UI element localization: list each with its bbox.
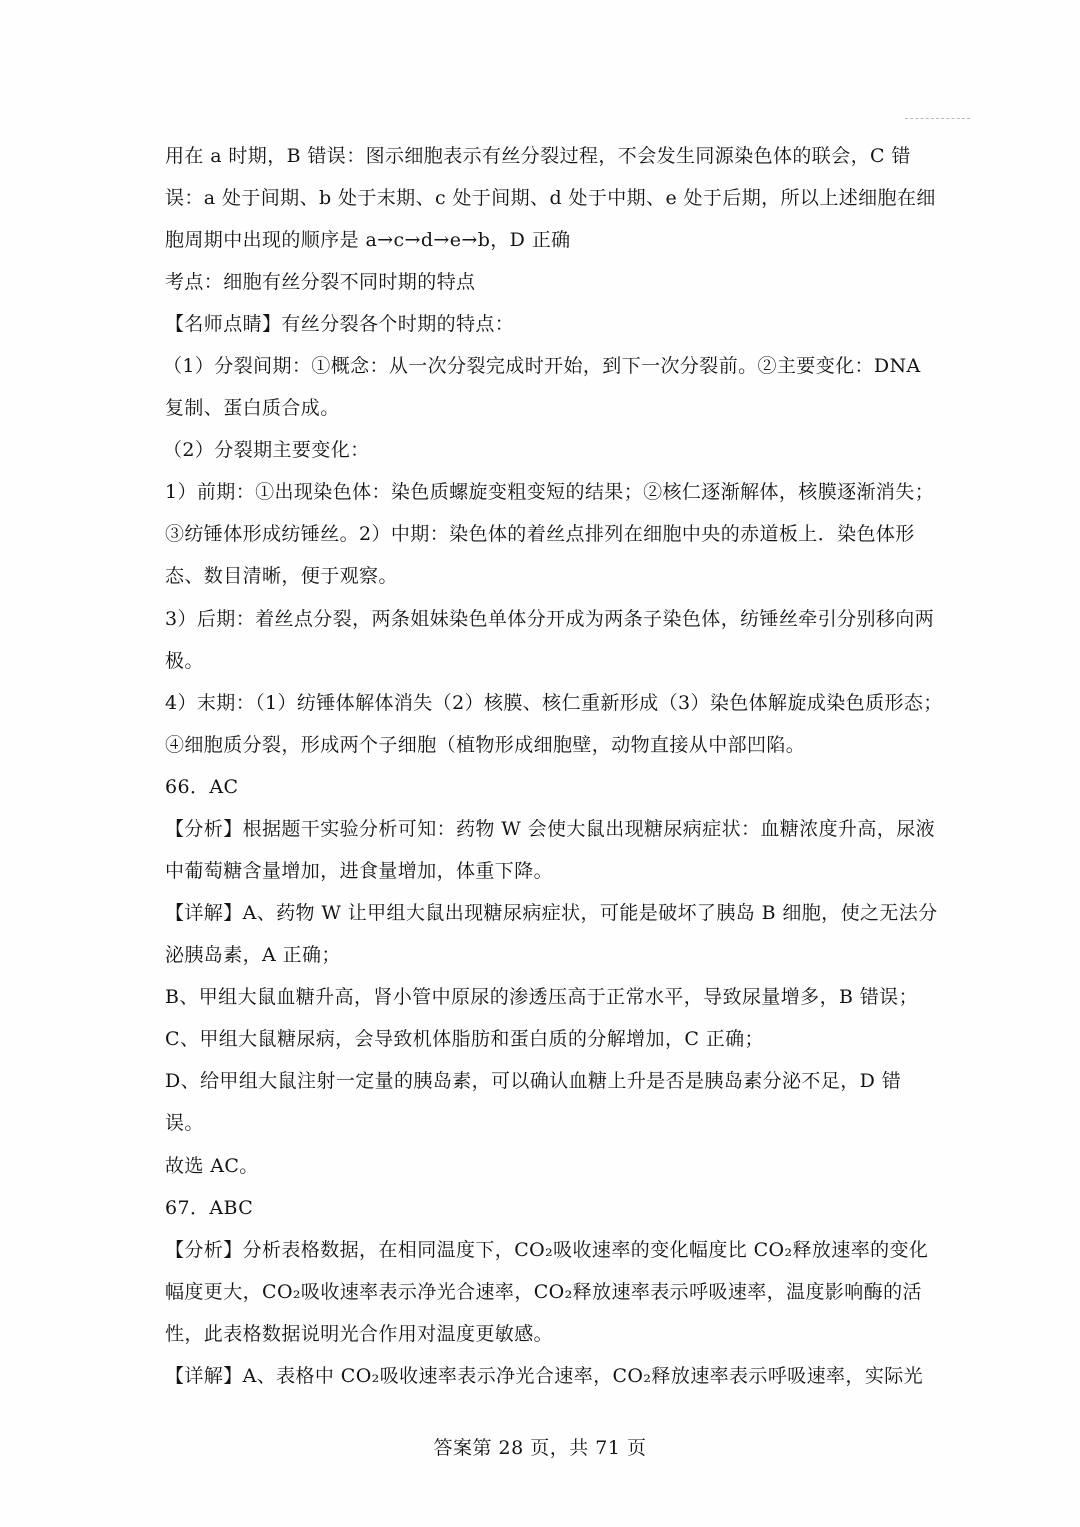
scan-artifact xyxy=(905,118,970,121)
text-line: 误：a 处于间期、b 处于末期、c 处于间期、d 处于中期、e 处于后期，所以上述细胞在细 xyxy=(165,187,936,209)
text-line: 泌胰岛素，A 正确； xyxy=(165,944,341,966)
text-line: 误。 xyxy=(165,1112,204,1134)
text-line: 胞周期中出现的顺序是 a→c→d→e→b，D 正确 xyxy=(165,229,571,251)
text-line: 极。 xyxy=(165,650,204,672)
text-line: 态、数目清晰，便于观察。 xyxy=(165,565,398,587)
text-line: 3）后期：着丝点分裂，两条姐妹染色单体分开成为两条子染色体，纺锤丝牵引分别移向两 xyxy=(165,608,935,630)
text-line: 中葡萄糖含量增加，进食量增加，体重下降。 xyxy=(165,860,554,882)
text-line: 故选 AC。 xyxy=(165,1155,259,1177)
page-footer: 答案第 28 页，共 71 页 xyxy=(433,1437,647,1459)
analysis-line: 【分析】根据题干实验分析可知：药物 W 会使大鼠出现糖尿病症状：血糖浓度升高，尿液 xyxy=(165,818,936,840)
detail-line: 【详解】A、药物 W 让甲组大鼠出现糖尿病症状，可能是破坏了胰岛 B 细胞，使之无法分 xyxy=(165,902,938,924)
detail-line: 【详解】A、表格中 CO₂吸收速率表示净光合速率，CO₂释放速率表示呼吸速率，实际光 xyxy=(165,1365,924,1387)
text-line: D、给甲组大鼠注射一定量的胰岛素，可以确认血糖上升是否是胰岛素分泌不足，D 错 xyxy=(165,1070,902,1092)
text-line: 用在 a 时期，B 错误：图示细胞表示有丝分裂过程，不会发生同源染色体的联会，C 错 xyxy=(165,145,911,167)
text-line: 性，此表格数据说明光合作用对温度更敏感。 xyxy=(165,1323,554,1345)
question-number: 66．AC xyxy=(165,776,239,798)
text-line: （2）分裂期主要变化： xyxy=(163,439,370,461)
text-line: C、甲组大鼠糖尿病，会导致机体脂肪和蛋白质的分解增加，C 正确； xyxy=(165,1028,764,1050)
text-line: 1）前期：①出现染色体：染色质螺旋变粗变短的结果；②核仁逐渐解体，核膜逐渐消失； xyxy=(165,481,935,503)
text-line: ③纺锤体形成纺锤丝。2）中期：染色体的着丝点排列在细胞中央的赤道板上．染色体形 xyxy=(165,523,915,545)
text-line: 考点：细胞有丝分裂不同时期的特点 xyxy=(165,271,476,293)
analysis-line: 【分析】分析表格数据，在相同温度下，CO₂吸收速率的变化幅度比 CO₂释放速率的变化 xyxy=(165,1239,929,1261)
text-line: ④细胞质分裂，形成两个子细胞（植物形成细胞壁，动物直接从中部凹陷。 xyxy=(165,734,806,756)
text-line: 幅度更大，CO₂吸收速率表示净光合速率，CO₂释放速率表示呼吸速率，温度影响酶的活 xyxy=(165,1281,922,1303)
question-number: 67．ABC xyxy=(165,1197,254,1219)
text-line: B、甲组大鼠血糖升高，肾小管中原尿的渗透压高于正常水平，导致尿量增多，B 错误； xyxy=(165,986,918,1008)
section-heading: 【名师点睛】有丝分裂各个时期的特点： xyxy=(165,313,515,335)
text-line: （1）分裂间期：①概念：从一次分裂完成时开始，到下一次分裂前。②主要变化：DNA xyxy=(163,355,921,377)
text-line: 复制、蛋白质合成。 xyxy=(165,397,340,419)
text-line: 4）末期：（1）纺锤体解体消失（2）核膜、核仁重新形成（3）染色体解旋成染色质形态； xyxy=(165,692,943,714)
